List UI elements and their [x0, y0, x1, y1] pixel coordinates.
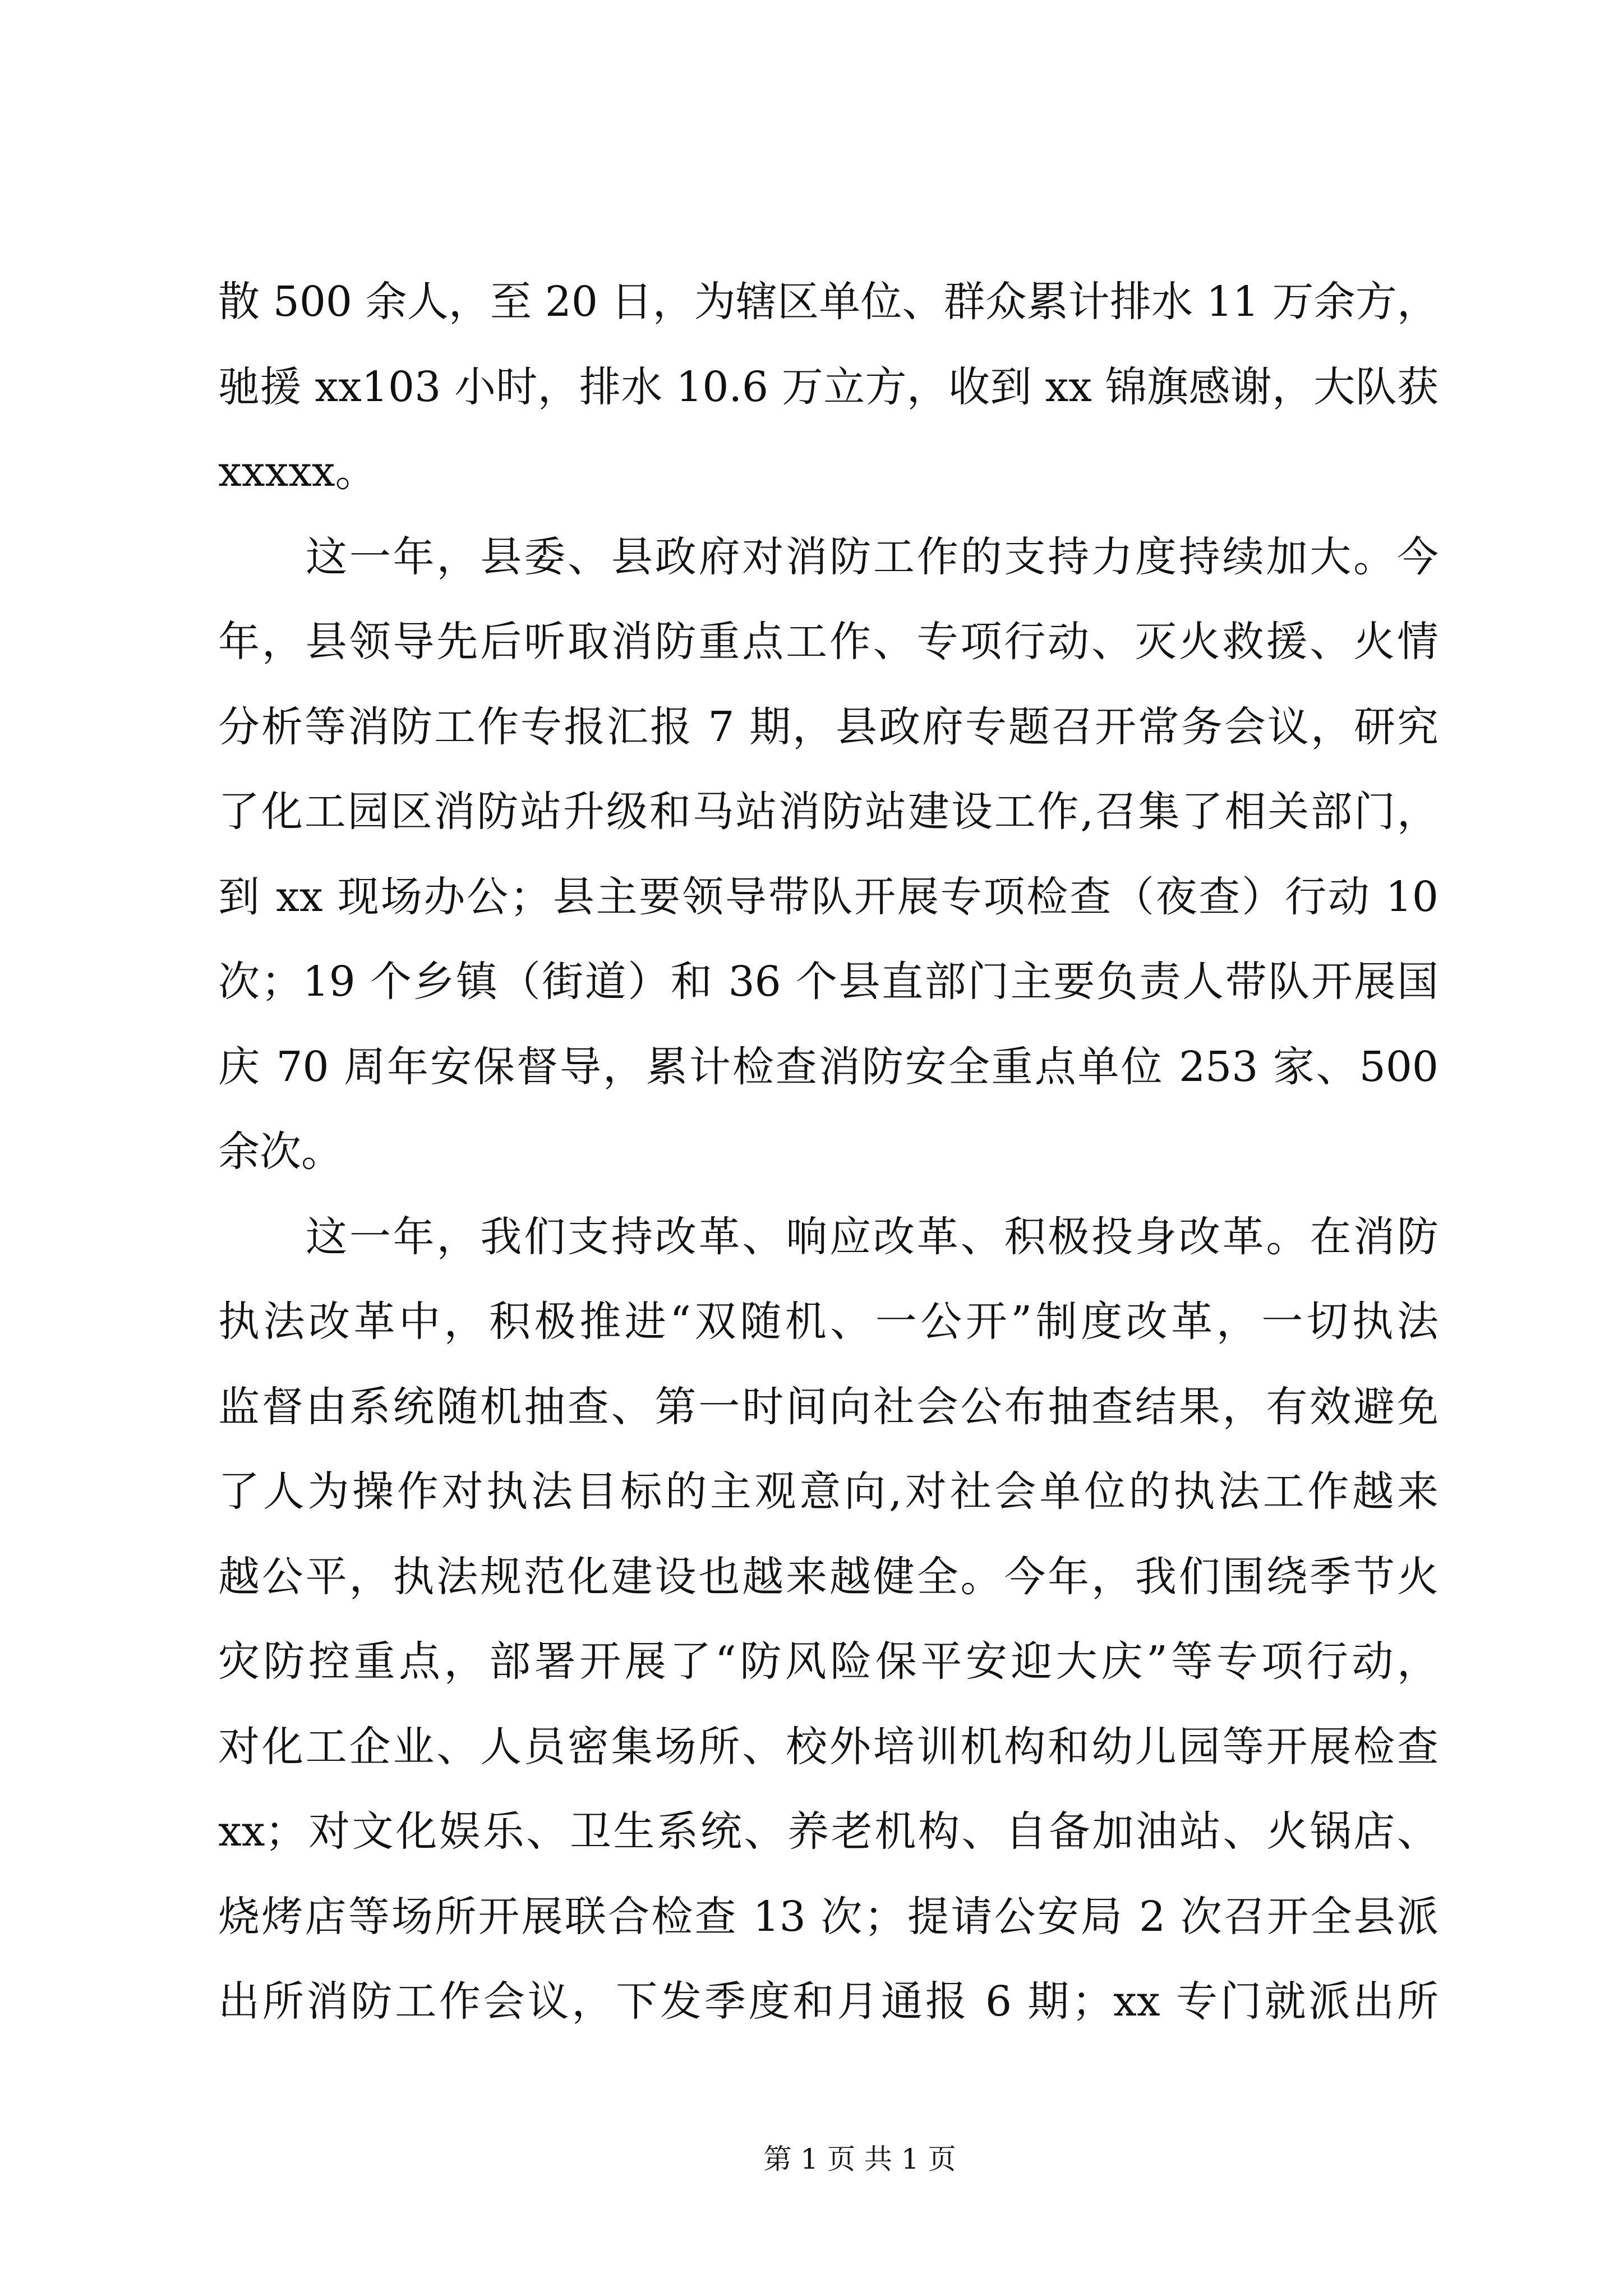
text-line: xx；对文化娱乐、卫生系统、养老机构、自备加油站、火锅店、: [218, 1807, 1438, 1856]
text-line: 驰援 xx103 小时，排水 10.6 万立方，收到 xx 锦旗感谢，大队获: [218, 362, 1438, 411]
text-line: 了化工园区消防站升级和马站消防站建设工作,召集了相关部门，: [218, 788, 1438, 836]
text-line: 分析等消防工作专报汇报 7 期，县政府专题召开常务会议，研究: [218, 702, 1438, 751]
text-line: 执法改革中，积极推进“双随机、一公开”制度改革，一切执法: [218, 1297, 1438, 1346]
paragraph: [218, 515, 1438, 1195]
text-line: 次；19 个乡镇（街道）和 36 个县直部门主要负责人带队开展国: [218, 958, 1438, 1006]
text-line: 余次。: [218, 1128, 343, 1176]
text-line: 了人为操作对执法目标的主观意向,对社会单位的执法工作越来: [218, 1467, 1438, 1516]
paragraph: [218, 1195, 1438, 2045]
paragraph: [218, 260, 1438, 515]
text-line: 监督由系统随机抽查、第一时间向社会公布抽查结果，有效避免: [218, 1382, 1438, 1431]
text-line: 到 xx 现场办公；县主要领导带队开展专项检查（夜查）行动 10: [218, 872, 1438, 921]
text-line: xxxxx。: [218, 448, 377, 496]
text-line: 年，县领导先后听取消防重点工作、专项行动、灭火救援、火情: [218, 618, 1438, 666]
text-line: 烧烤店等场所开展联合检查 13 次；提请公安局 2 次召开全县派: [218, 1892, 1438, 1941]
text-line: 这一年，县委、县政府对消防工作的支持力度持续加大。今: [306, 532, 1438, 581]
text-line: 散 500 余人，至 20 日，为辖区单位、群众累计排水 11 万余方，: [218, 278, 1438, 326]
page-number-footer: 第 1 页 共 1 页: [763, 2143, 956, 2175]
text-line: 对化工企业、人员密集场所、校外培训机构和幼儿园等开展检查: [218, 1722, 1438, 1771]
text-line: 这一年，我们支持改革、响应改革、积极投身改革。在消防: [306, 1212, 1438, 1261]
text-line: 出所消防工作会议，下发季度和月通报 6 期；xx 专门就派出所: [218, 1977, 1438, 2026]
text-line: 灾防控重点，部署开展了“防风险保平安迎大庆”等专项行动，: [218, 1637, 1438, 1686]
text-line: 越公平，执法规范化建设也越来越健全。今年，我们围绕季节火: [218, 1552, 1438, 1601]
document-page: [218, 260, 1438, 2045]
text-line: 庆 70 周年安保督导，累计检查消防安全重点单位 253 家、500: [218, 1042, 1438, 1091]
